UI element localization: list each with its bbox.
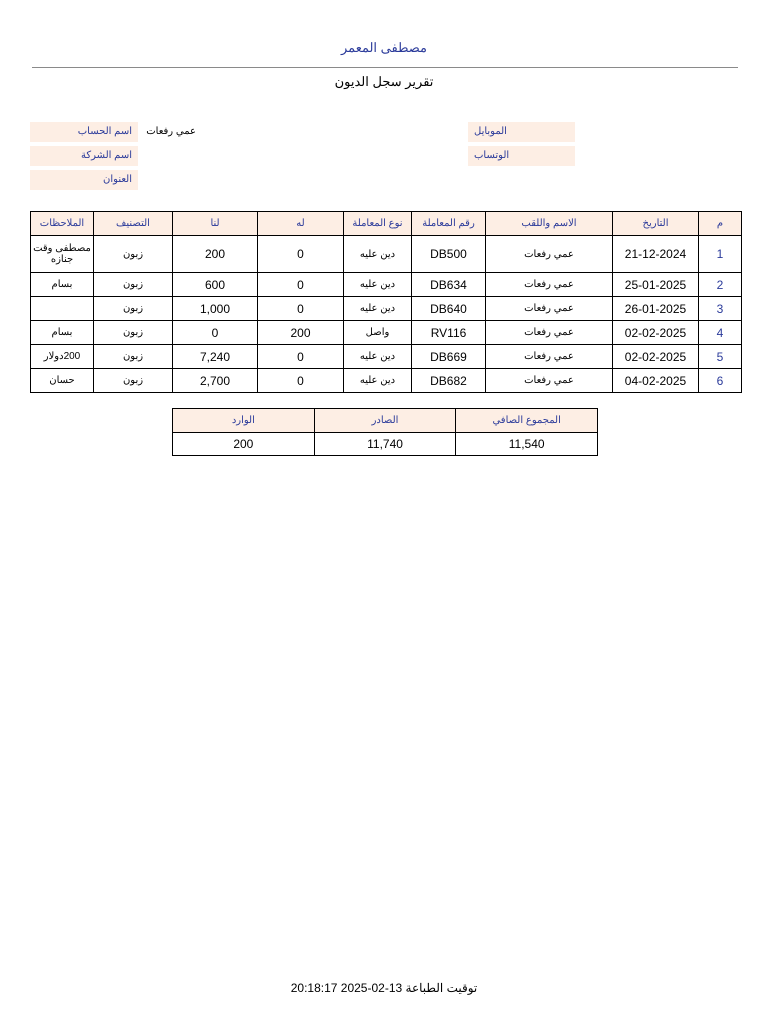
name-cell: عمي رفعات [486,369,613,393]
table-row [31,345,742,369]
row-number-cell: 4 [699,321,742,345]
report-title: تقرير سجل الديون [334,74,434,89]
debit-cell: 2,700 [173,369,258,393]
transaction-number-cell: DB634 [412,273,486,297]
credit-cell: 0 [258,369,344,393]
notes-cell: مصطفى وقت جنازه [31,236,94,273]
credit-cell: 0 [258,273,344,297]
notes-cell: بسام [31,321,94,345]
whatsapp-label: الوتساب [468,146,575,166]
transaction-type-cell: دين عليه [344,345,412,369]
net-total-header: المجموع الصافي [456,409,598,433]
debit-cell: 1,000 [173,297,258,321]
column-header: التصنيف [94,212,173,236]
transaction-number-cell: DB640 [412,297,486,321]
column-header: رقم المعاملة [412,212,486,236]
transaction-number-cell: DB669 [412,345,486,369]
date-cell: 25-01-2025 [613,273,699,297]
incoming-header: الوارد [173,409,315,433]
transaction-number-cell: DB500 [412,236,486,273]
category-cell: زبون [94,236,173,273]
date-cell: 02-02-2025 [613,321,699,345]
debit-cell: 600 [173,273,258,297]
column-header: له [258,212,344,236]
notes-cell: بسام [31,273,94,297]
date-cell: 04-02-2025 [613,369,699,393]
net-total-value: 11,540 [456,433,598,456]
transaction-type-cell: دين عليه [344,369,412,393]
notes-cell: حسان [31,369,94,393]
debit-cell: 200 [173,236,258,273]
summary-header-row [173,409,598,433]
transaction-number-cell: RV116 [412,321,486,345]
category-cell: زبون [94,369,173,393]
column-header: التاريخ [613,212,699,236]
header-divider [32,67,738,68]
row-number-cell: 1 [699,236,742,273]
debit-cell: 7,240 [173,345,258,369]
category-cell: زبون [94,273,173,297]
table-row [31,321,742,345]
transaction-type-cell: دين عليه [344,236,412,273]
credit-cell: 200 [258,321,344,345]
name-cell: عمي رفعات [486,236,613,273]
category-cell: زبون [94,321,173,345]
transaction-type-cell: دين عليه [344,273,412,297]
credit-cell: 0 [258,297,344,321]
outgoing-value: 11,740 [314,433,456,456]
notes-cell: 200دولار [31,345,94,369]
date-cell: 02-02-2025 [613,345,699,369]
table-row [31,297,742,321]
name-cell: عمي رفعات [486,273,613,297]
credit-cell: 0 [258,345,344,369]
category-cell: زبون [94,345,173,369]
transaction-number-cell: DB682 [412,369,486,393]
column-header: لنا [173,212,258,236]
row-number-cell: 6 [699,369,742,393]
transaction-type-cell: واصل [344,321,412,345]
incoming-value: 200 [173,433,315,456]
mobile-label: الموبايل [468,122,575,142]
debit-cell: 0 [173,321,258,345]
column-header: نوع المعاملة [344,212,412,236]
table-row [31,369,742,393]
date-cell: 21-12-2024 [613,236,699,273]
column-header: م [699,212,742,236]
category-cell: زبون [94,297,173,321]
row-number-cell: 5 [699,345,742,369]
address-label: العنوان [30,170,138,190]
table-row [31,236,742,273]
transaction-type-cell: دين عليه [344,297,412,321]
summary-values-row [173,433,598,456]
row-number-cell: 3 [699,297,742,321]
table-header-row [31,212,742,236]
column-header: الاسم واللقب [486,212,613,236]
notes-cell [31,297,94,321]
account-name-value: عمي رفعات [146,126,196,137]
name-cell: عمي رفعات [486,321,613,345]
account-name-label: اسم الحساب [30,122,138,142]
debts-table [30,211,742,393]
summary-table [172,408,598,456]
owner-name: مصطفى المعمر [341,40,427,55]
column-header: الملاحظات [31,212,94,236]
company-name-label: اسم الشركة [30,146,138,166]
name-cell: عمي رفعات [486,345,613,369]
date-cell: 26-01-2025 [613,297,699,321]
name-cell: عمي رفعات [486,297,613,321]
print-timestamp: توقيت الطباعة 13-02-2025 20:18:17 [290,981,478,995]
credit-cell: 0 [258,236,344,273]
table-row [31,273,742,297]
outgoing-header: الصادر [314,409,456,433]
row-number-cell: 2 [699,273,742,297]
